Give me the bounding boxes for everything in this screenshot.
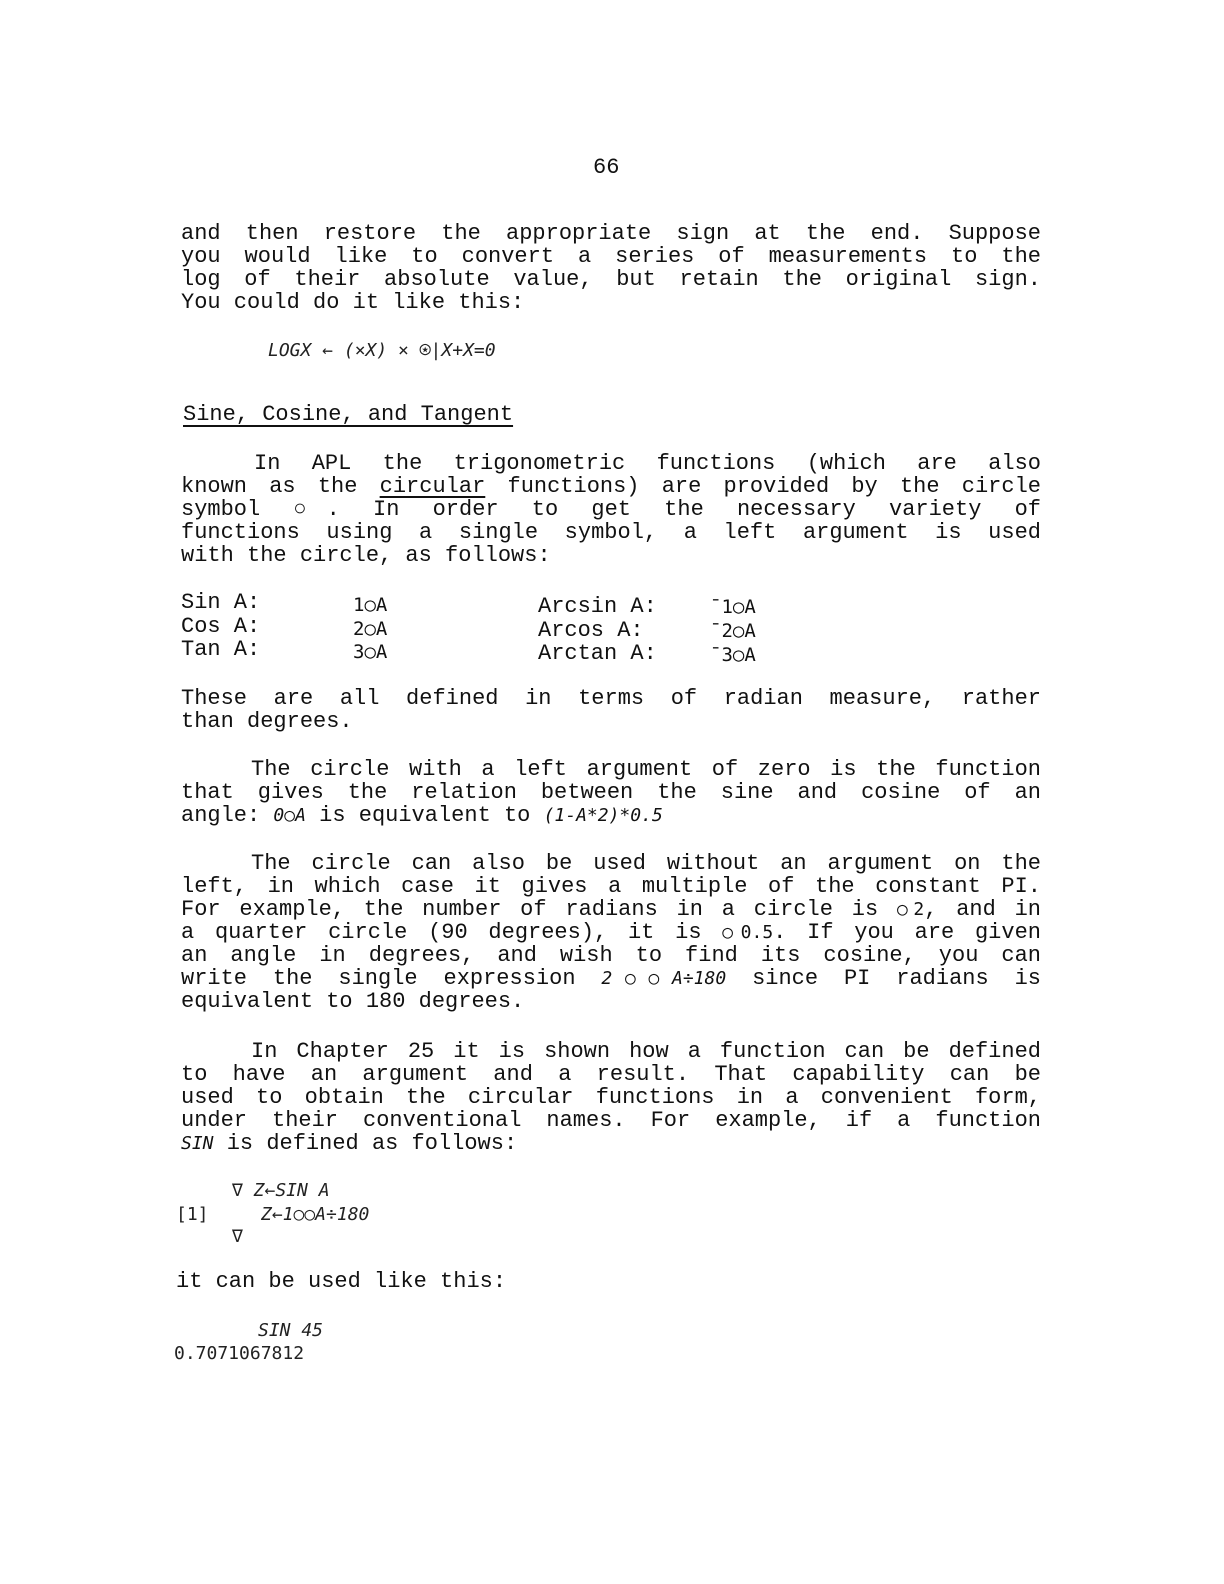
table-label: Arctan A: — [538, 641, 657, 666]
text-line — [181, 475, 1041, 498]
code-inline: 2○○A÷180 — [601, 968, 727, 989]
code-line-number: [1] — [176, 1204, 209, 1225]
emphasis-circular: circular — [379, 474, 486, 499]
table-expr: 3○A — [353, 641, 388, 663]
text-line: than degrees. — [181, 709, 353, 734]
text-line: You could do it like this: — [181, 290, 525, 315]
text-line: These are all defined in terms of radian measure, rather — [181, 686, 1041, 711]
table-expr: ¯3○A — [710, 644, 756, 666]
table-label: Arcsin A: — [538, 594, 657, 619]
code-inline: (1-A*2)*0.5 — [543, 805, 663, 826]
text-line: The circle with a left argument of zero is the function — [251, 757, 1041, 782]
paragraph-pi — [181, 852, 1041, 1013]
text-line: an angle in degrees, and wish to find its cosine, you can — [181, 943, 1041, 968]
text-line: and then restore the appropriate sign at the end. Suppose — [181, 221, 1041, 246]
text-line — [181, 804, 1041, 827]
code-logx: LOGX ← (×X) × ⍟|X+X=0 — [268, 340, 496, 361]
text-line: In Chapter 25 it is shown how a function can be defined — [251, 1039, 1041, 1064]
text-line: you would like to convert a series of measurements to the — [181, 244, 1041, 269]
text-line: In APL the trigonometric functions (which are also — [254, 451, 1041, 476]
text-line — [181, 898, 1041, 921]
text-segment: since PI radians is — [726, 966, 1041, 991]
text-line: equivalent to 180 degrees. — [181, 989, 525, 1014]
paragraph-intro — [181, 222, 1041, 314]
code-inline: ○0.5 — [722, 922, 774, 943]
text-segment: a quarter circle (90 degrees), it is — [181, 920, 723, 945]
paragraph-trig-intro — [181, 452, 1041, 567]
code-inline: ○2 — [896, 899, 925, 920]
code-inline: SIN — [181, 1133, 214, 1154]
code-fn-header: ∇ Z←SIN A — [232, 1180, 330, 1201]
text-segment: For example, the number of radians in a circle is — [181, 897, 897, 922]
paragraph-usage — [176, 1270, 1036, 1293]
text-line — [181, 1132, 1041, 1155]
table-expr: 1○A — [353, 594, 388, 616]
text-line: to have an argument and a result. That capability can be — [181, 1062, 1041, 1087]
text-line: under their conventional names. For example, if a function — [181, 1108, 1041, 1133]
section-heading: Sine, Cosine, and Tangent — [183, 402, 514, 427]
code-fn-body: Z←1○○A÷180 — [261, 1204, 370, 1225]
text-line: The circle can also be used without an argument on the — [251, 851, 1041, 876]
table-label: Tan A: — [181, 637, 261, 662]
text-segment: angle: — [181, 803, 274, 828]
code-usage-call: SIN 45 — [258, 1320, 324, 1341]
text-line — [181, 921, 1041, 944]
table-label: Arcos A: — [538, 618, 644, 643]
text-line: it can be used like this: — [176, 1269, 507, 1294]
text-segment: known as the — [181, 474, 380, 499]
code-usage-result: 0.7071067812 — [174, 1343, 305, 1364]
text-line: used to obtain the circular functions in a convenient form, — [181, 1085, 1041, 1110]
text-line: functions using a single symbol, a left argument is used — [181, 520, 1041, 545]
text-segment: is equivalent to — [305, 803, 544, 828]
text-line: that gives the relation between the sine and cosine of an — [181, 780, 1041, 805]
text-line: with the circle, as follows: — [181, 543, 551, 568]
table-expr: 2○A — [353, 618, 388, 640]
paragraph-radians — [181, 687, 1041, 733]
text-line: log of their absolute value, but retain the original sign. — [181, 267, 1041, 292]
paragraph-chapter25 — [181, 1040, 1041, 1155]
table-expr: ¯2○A — [710, 620, 756, 642]
text-segment: , and in — [924, 897, 1041, 922]
table-label: Sin A: — [181, 590, 261, 615]
paragraph-zero-circle — [181, 758, 1041, 827]
table-expr: ¯1○A — [710, 596, 756, 618]
page-number: 66 — [593, 155, 620, 180]
text-line — [181, 967, 1041, 990]
code-fn-footer: ∇ — [232, 1226, 243, 1247]
text-segment: functions) are provided by the circle — [485, 474, 1041, 499]
table-label: Cos A: — [181, 614, 261, 639]
text-segment: is defined as follows: — [213, 1131, 518, 1156]
text-line: left, in which case it gives a multiple of the constant PI. — [181, 874, 1041, 899]
code-inline: 0○A — [273, 805, 306, 826]
text-segment: write the single expression — [181, 966, 602, 991]
text-segment: . If you are given — [773, 920, 1041, 945]
text-line: symbol ○. In order to get the necessary variety of — [181, 497, 1041, 522]
